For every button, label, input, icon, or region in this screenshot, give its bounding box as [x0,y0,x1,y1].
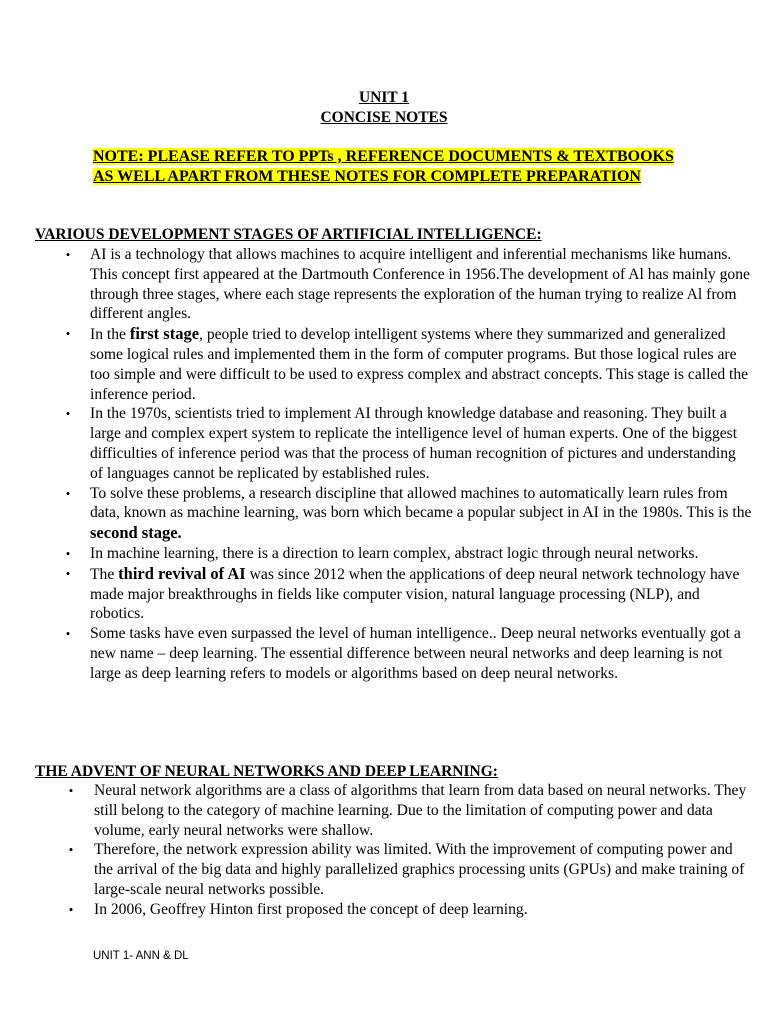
bullet-icon: • [65,247,71,262]
bullet-icon: • [68,783,74,798]
third-revival-emphasis: third revival of AI [118,563,246,583]
list-item-text-post: , people tried to develop intelligent systems where they summarized and generalized some logical rules and implemented them in the form of computer programs. But those logical rules are too simple and were difficult to be used to express complex and abstract concepts. This stage is called the inference period. [90,326,749,403]
second-stage-emphasis: second stage. [90,523,182,543]
list-item [62,544,752,564]
list-item-text: In the 1970s, scientists tried to implement AI through knowledge database and reasoning. They built a large and complex expert system to replicate the intelligence level of human experts. One of the biggest difficulties of inference period was that the process of human recognition of pictures and understanding of languages cannot be replicated by established rules. [90,405,738,482]
list-item-text: Neural network algorithms are a class of algorithms that learn from data based on neural networks. They still belong to the category of machine learning. Due to the limitation of computing power and data volume, early neural networks were shallow. [94,782,747,839]
list-item-text-pre: In the [90,326,130,344]
list-item-text: AI is a technology that allows machines to acquire intelligent and inferential mechanisms like humans. This concept first appeared at the Dartmouth Conference in 1956.The development of Al has mainly gone through three stages, where each stage represents the exploration of the human trying to realize Al from different angles. [90,246,750,323]
list-item [62,781,752,840]
list-item-text-pre: To solve these problems, a research discipline that allowed machines to automatically learn rules from data, known as machine learning, was born which became a popular subject in AI in the 1980s. This is the [90,484,752,522]
ai-stages-list [62,245,752,684]
bullet-icon: • [65,545,71,561]
page-footer: UNIT 1- ANN & DL [93,950,189,962]
bullet-icon: • [65,485,71,501]
list-item-text: Therefore, the network expression ability was limited. With the improvement of computing power and the arrival of the big data and highly parallelized graphics processing units (GPUs) and make training of large-scale neural networks possible. [94,841,745,898]
list-item-text-pre: The [90,565,119,583]
list-item [62,564,752,624]
list-item-text: In machine learning, there is a direction to learn complex, abstract logic through neural networks. [90,544,699,562]
bullet-icon: • [65,326,71,342]
preparation-note [93,147,683,187]
list-item [62,900,752,920]
list-item [62,624,752,683]
bullet-icon: • [65,565,71,581]
section-heading-neural-networks: THE ADVENT OF NEURAL NETWORKS AND DEEP LEARNING: [35,763,498,780]
list-item-text-post: was since 2012 when the applications of deep neural network technology have made major breakthroughs in fields like computer vision, natural language processing (NLP), and robotics. [90,565,740,623]
list-item-text: In 2006, Geoffrey Hinton first proposed the concept of deep learning. [94,900,528,918]
unit-title: UNIT 1 [358,89,410,106]
list-item [62,245,752,324]
bullet-icon: • [68,842,74,858]
list-item [62,840,752,899]
section-heading-ai-stages: VARIOUS DEVELOPMENT STAGES OF ARTIFICIAL INTELLIGENCE: [35,226,542,243]
neural-networks-list [62,781,752,920]
bullet-icon: • [68,901,74,917]
first-stage-emphasis: first stage [129,324,200,344]
list-item [62,324,752,404]
list-item [62,404,752,483]
bullet-icon: • [65,626,71,642]
bullet-icon: • [65,406,71,422]
notes-subtitle: CONCISE NOTES [320,109,448,126]
list-item [62,484,752,544]
note-highlighted-text: NOTE: PLEASE REFER TO PPTs , REFERENCE DOCUMENTS & TEXTBOOKS AS WELL APART FROM THESE NOTES FOR COMPLETE PREPARATION [93,148,674,185]
list-item-text: Some tasks have even surpassed the level of human intelligence.. Deep neural networks eventually got a new name – deep learning. The essential difference between neural networks and deep learning is not large as deep learning refers to models or algorithms based on deep neural networks. [90,625,741,682]
page-title [0,88,768,128]
